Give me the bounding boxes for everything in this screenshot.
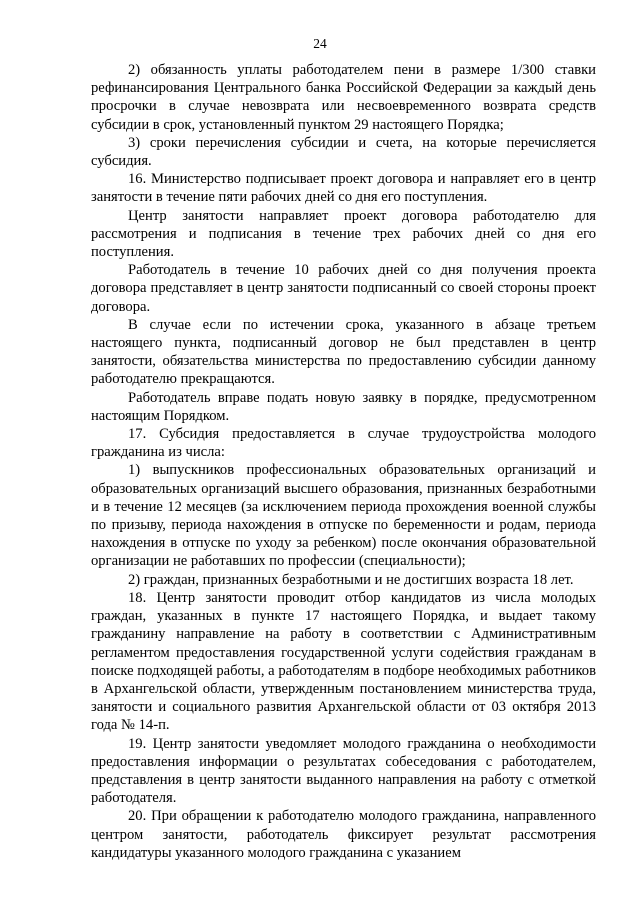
page-number: 24 [313,36,327,51]
paragraph-17-item-2-minors: 2) граждан, признанных безработными и не достигших возраста 18 лет. [128,571,574,588]
paragraph-20: 20. При обращении к работодателю молодого гражданина, направленного центром занятости, работодатель фиксирует результат рассмотрения кандидатуры указанного молодого гражданина с указанием [91,808,596,861]
paragraph-18: 18. Центр занятости проводит отбор кандидатов из числа молодых граждан, указанных в пункте 17 настоящего Порядка, и выдает такому гражданину направление на работу в соответствии с Административным регламентом предоставления государственной услуги содействия гражданам в поиске подходящей работы, а работодателям в подборе необходимых работников в Архангельской области, утвержденным постановлением министерства труда, занятости и социального развития Архангельской области от 03 октября 2013 года № 14-п. [91,589,596,734]
paragraph-19: 19. Центр занятости уведомляет молодого гражданина о необходимости предоставления информации о результатах собеседования с работодателем, представления в центр занятости выданного направления на работу с отметкой работодателя. [91,735,596,807]
paragraph-16-employment-center: Центр занятости направляет проект договора работодателю для рассмотрения и подписания в течение трех рабочих дней со дня его поступления. [91,207,596,261]
paragraph-16-termination: В случае если по истечении срока, указанного в абзаце третьем настоящего пункта, подписанный договор не был представлен в центр занятости, обязательства министерства по предоставлению субсидии данному работодателю прекращаются. [91,316,596,388]
paragraph-16-new-application: Работодатель вправе подать новую заявку в порядке, предусмотренном настоящим Порядком. [91,389,596,424]
paragraph-16-employer-signing: Работодатель в течение 10 рабочих дней со дня получения проекта договора представляет в центр занятости подписанный со своей стороны проект договора. [91,262,596,315]
paragraph-17-item-1-graduates: 1) выпускников профессиональных образовательных организаций и образовательных организаций высшего образования, признанных безработными и в течение 12 месяцев (за исключением периода прохождения военной службы по призыву, периода нахождения в отпуске по беременности и родам, периода нахождения в отпуске по уходу за ребенком) после окончания образовательной организации не работавших по профессии (специальности); [91,462,596,570]
document-body [91,61,596,862]
paragraph-17: 17. Субсидия предоставляется в случае трудоустройства молодого гражданина из числа: [91,426,596,461]
paragraph-16: 16. Министерство подписывает проект договора и направляет его в центр занятости в течение пяти рабочих дней со дня его поступления. [91,171,596,206]
paragraph-item-2-penalty: 2) обязанность уплаты работодателем пени в размере 1/300 ставки рефинансирования Центрального банка Российской Федерации за каждый день просрочки в случае невозврата или несвоевременного возврата средств субсидии в срок, установленный пунктом 29 настоящего Порядка; [91,62,596,133]
paragraph-item-3-transfer-terms: 3) сроки перечисления субсидии и счета, на которые перечисляется субсидия. [91,134,596,170]
